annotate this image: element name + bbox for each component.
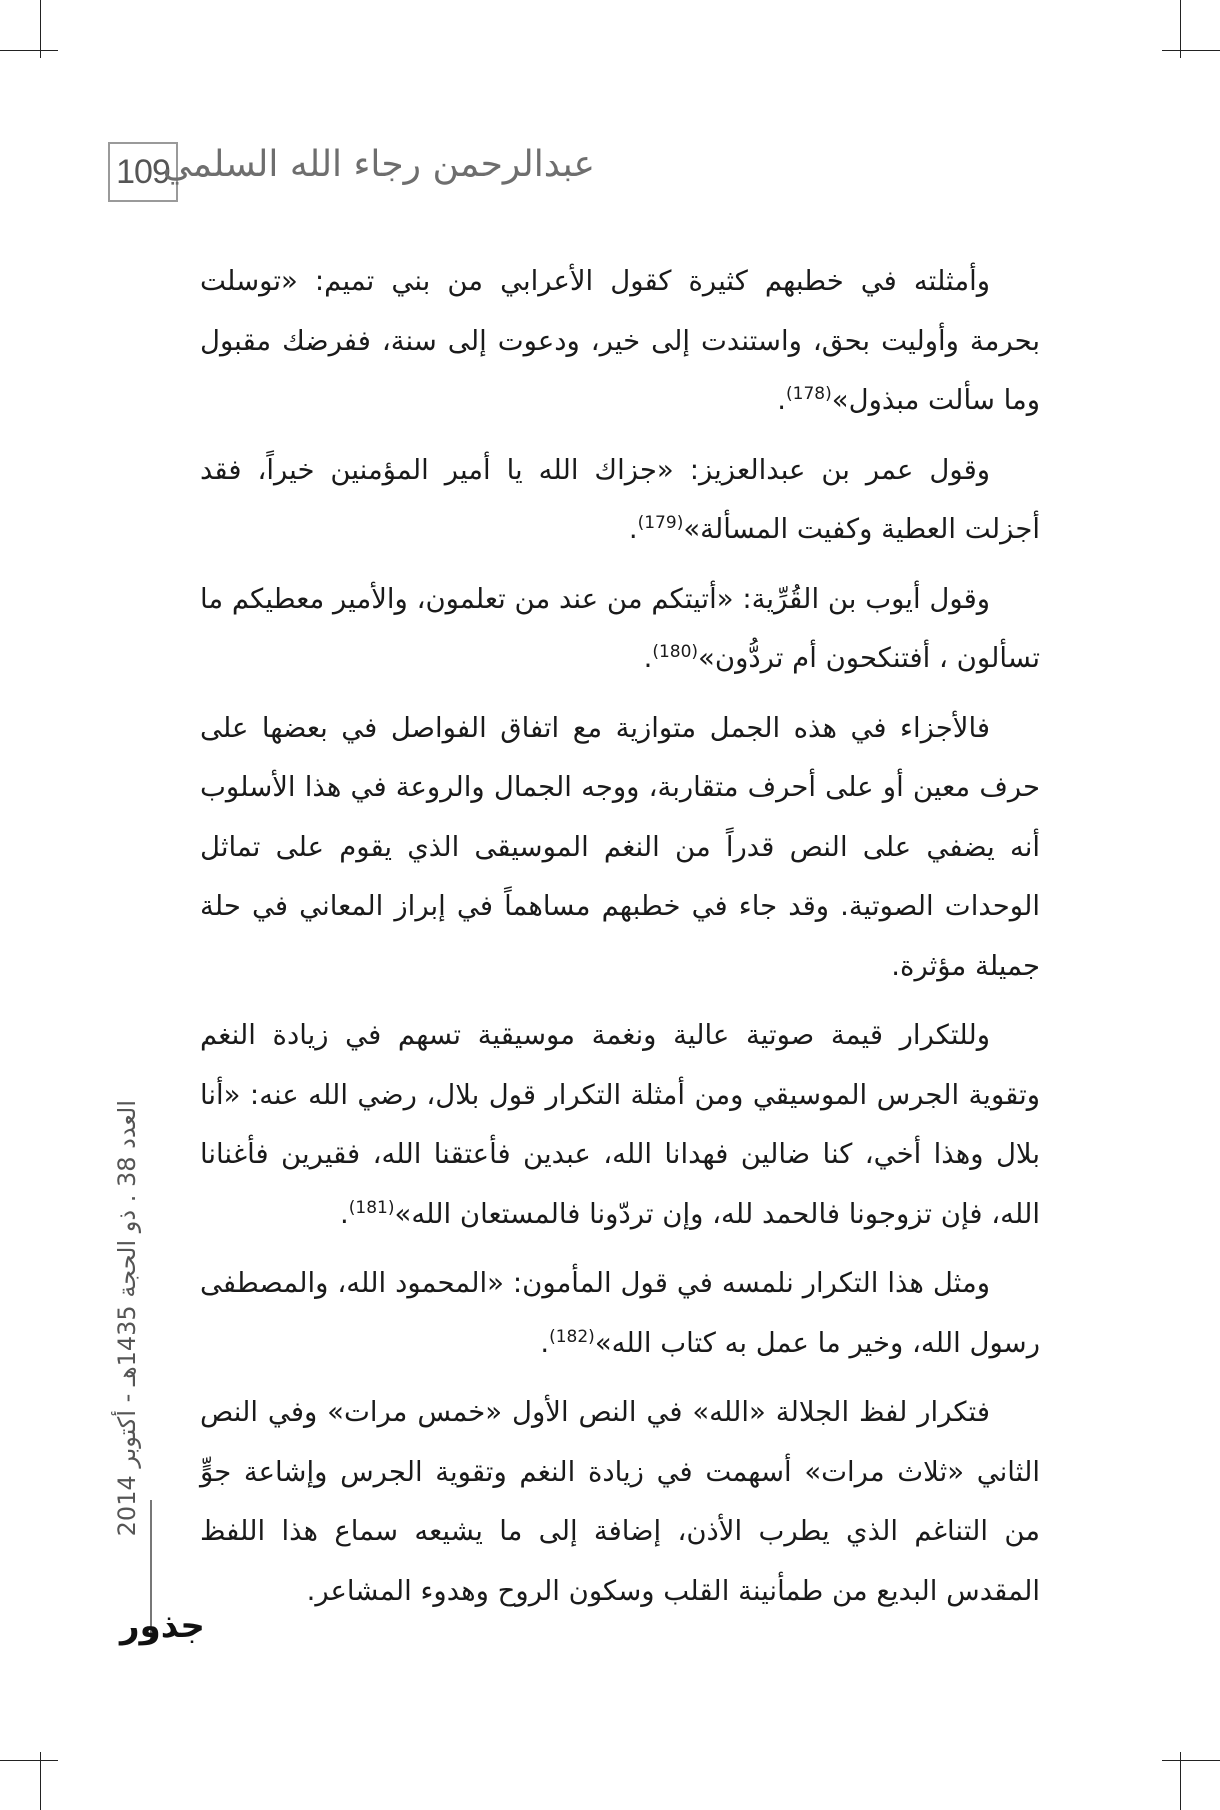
running-head-author: عبدالرحمن رجاء الله السلمي (162, 144, 595, 185)
footnote-ref[interactable]: (180) (652, 641, 699, 662)
paragraph: فتكرار لفظ الجلالة «الله» في النص الأول «خمس مرات» وفي النص الثاني «ثلاث مرات» أسهمت في زيادة النغم وتقوية الجرس وإشاعة جوٍّ من التناغم الذي يطرب الأذن، إضافة إلى ما يشيعه سماع هذا اللفظ المقدس البديع من طمأنينة القلب وسكون الروح وهدوء المشاعر. (200, 1396, 1040, 1607)
paragraph: ومثل هذا التكرار نلمسه في قول المأمون: «المحمود الله، والمصطفى رسول الله، وخير ما عمل به كتاب الله»$^{(182)}$. (200, 1267, 1040, 1359)
crop-mark (1162, 50, 1220, 51)
footnote-ref[interactable]: (182) (549, 1326, 595, 1347)
paragraph: وقول عمر بن عبدالعزيز: «جزاك الله يا أمير المؤمنين خيراً، فقد أجزلت العطية وكفيت المسألة»$^{(179)}$. (200, 453, 1040, 545)
footnote-ref[interactable]: (179) (637, 512, 684, 533)
paragraph: وقول أيوب بن القُرِّية: «أتيتكم من عند من تعلمون، والأمير معطيكم ما تسألون ، أفتنكحون أم تردُّون»$^{(180)}$. (200, 582, 1040, 674)
footnote-ref[interactable]: (178) (786, 383, 832, 404)
crop-mark (0, 50, 58, 51)
paragraph: وأمثلته في خطبهم كثيرة كقول الأعرابي من بني تميم: «توسلت بحرمة وأوليت بحق، واستندت إلى خير، ودعوت إلى سنة، ففرضك مقبول وما سألت مبذول»$^{(178)}$. (200, 265, 1040, 416)
page-number: 109 (108, 142, 178, 202)
paragraph: وللتكرار قيمة صوتية عالية ونغمة موسيقية تسهم في زيادة النغم وتقوية الجرس الموسيقي ومن أمثلة التكرار قول بلال، رضي الله عنه: «أنا بلال وهذا أخي، كنا ضالين فهدانا الله، عبدين فأعتقنا الله، فقيرين فأغنانا الله، فإن تزوجونا فالحمد لله، وإن تردّونا فالمستعان الله»$^{(181)}$. (200, 1019, 1040, 1230)
issue-info: العدد 38 . ذو الحجة 1435هـ - أكتوبر 2014 (113, 1100, 141, 1537)
footnote-ref[interactable]: (181) (348, 1197, 395, 1218)
crop-mark (0, 1760, 58, 1761)
journal-logo: جذور (120, 1606, 205, 1646)
paragraph: فالأجزاء في هذه الجمل متوازية مع اتفاق الفواصل في بعضها على حرف معين أو على أحرف متقاربة، ووجه الجمال والروعة في هذا الأسلوب أنه يضفي على النص قدراً من النغم الموسيقى الذي يقوم على تماثل الوحدات الصوتية. وقد جاء في خطبهم مساهماً في إبراز المعاني في حلة جميلة مؤثرة. (200, 711, 1040, 982)
crop-mark (1162, 1760, 1220, 1761)
article-body (200, 252, 1040, 1631)
